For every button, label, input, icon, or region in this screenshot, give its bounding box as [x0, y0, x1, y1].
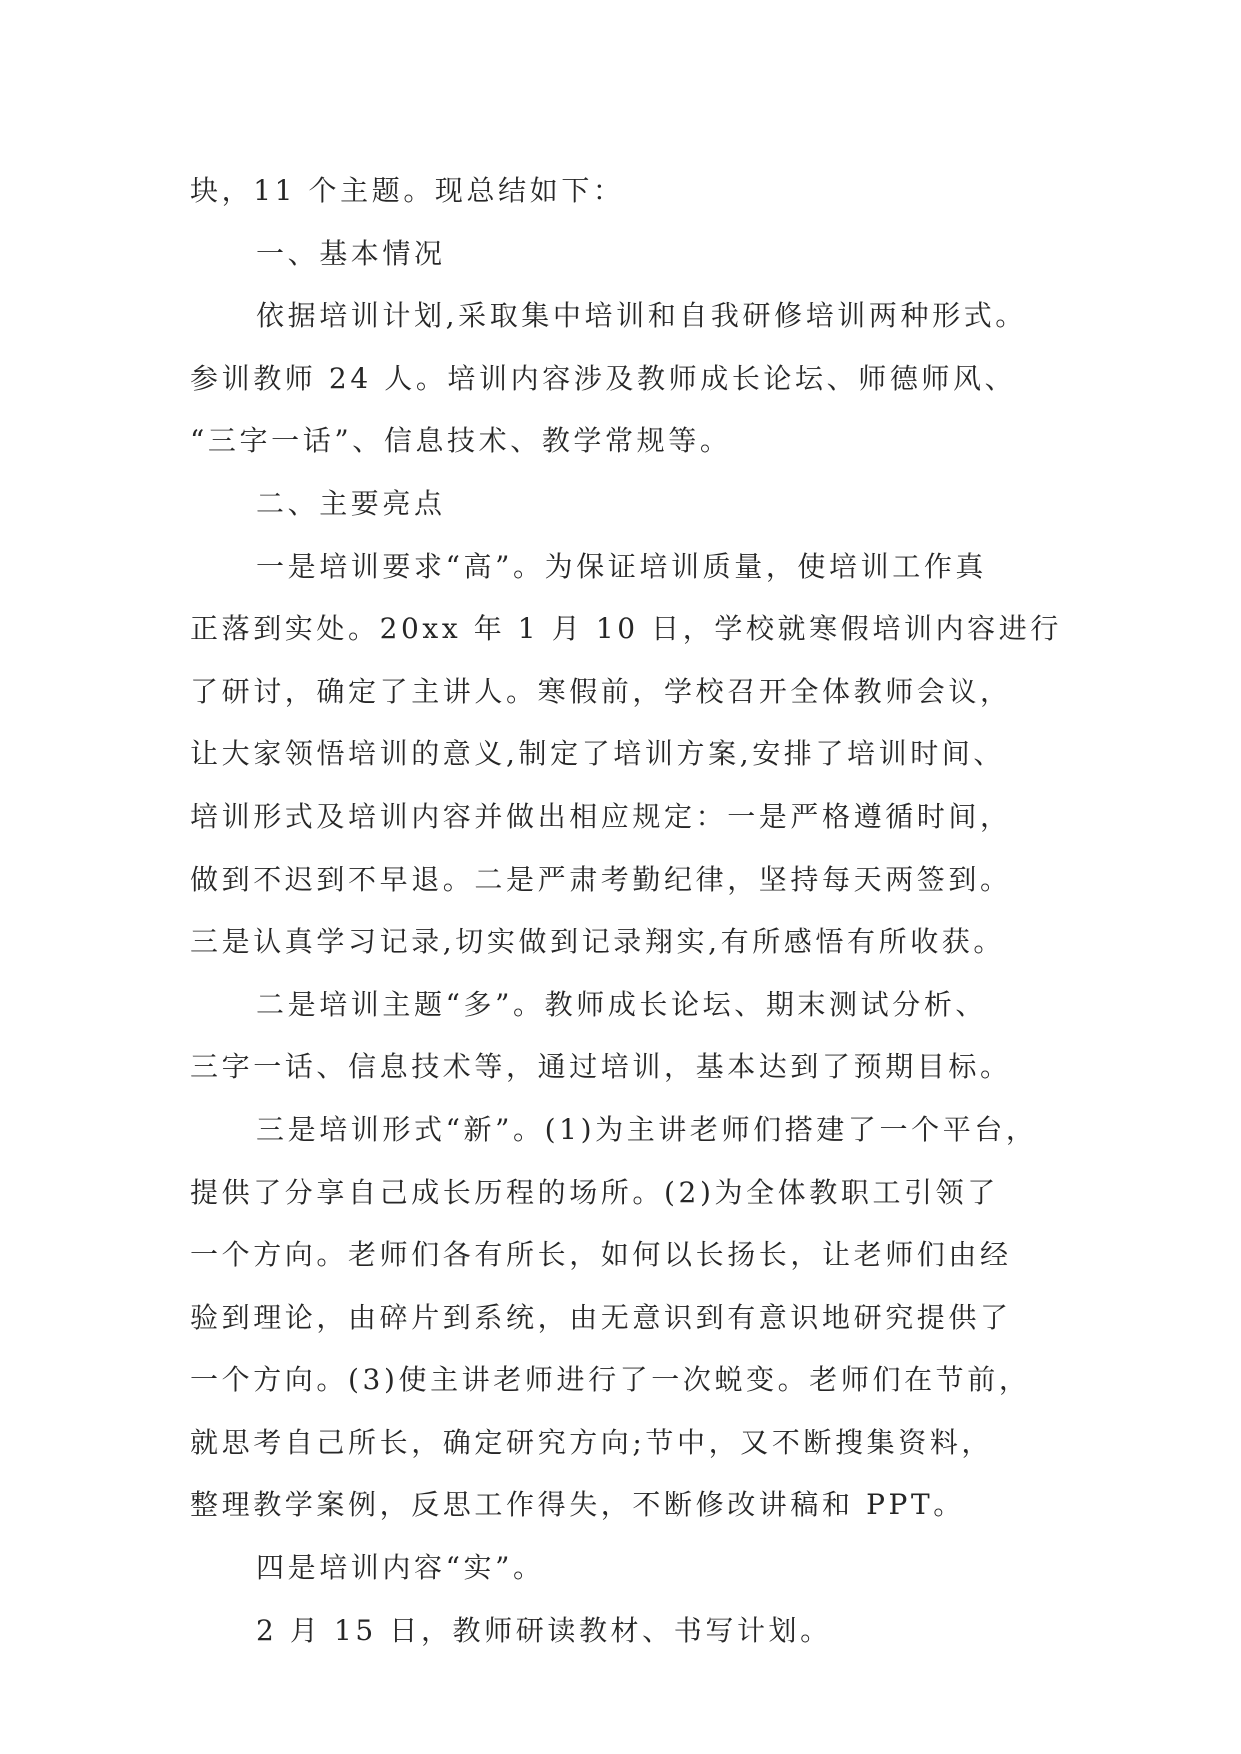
paragraph-line: 了研讨，确定了主讲人。寒假前，学校召开全体教师会议，: [190, 674, 1012, 708]
paragraph-line: 整理教学案例，反思工作得失，不断修改讲稿和 PPT。: [190, 1488, 965, 1522]
paragraph-line: 参训教师 24 人。培训内容涉及教师成长论坛、师德师风、: [190, 361, 1017, 395]
paragraph-line: 二是培训主题“多”。教师成长论坛、期末测试分析、: [256, 987, 988, 1021]
paragraph-line: 三是认真学习记录,切实做到记录翔实,有所感悟有所收获。: [190, 925, 1006, 959]
paragraph-line: 培训形式及培训内容并做出相应规定：一是严格遵循时间，: [190, 799, 1012, 833]
paragraph-line: 一个方向。(3)使主讲老师进行了一次蜕变。老师们在节前，: [190, 1363, 1031, 1397]
paragraph-line: 正落到实处。20xx 年 1 月 10 日，学校就寒假培训内容进行: [190, 612, 1062, 646]
paragraph-line: 让大家领悟培训的意义,制定了培训方案,安排了培训时间、: [190, 737, 1006, 771]
paragraph-line: 就思考自己所长，确定研究方向;节中，又不断搜集资料，: [190, 1425, 994, 1459]
paragraph-line: 提供了分享自己成长历程的场所。(2)为全体教职工引领了: [190, 1175, 999, 1209]
paragraph-line: 三字一话、信息技术等，通过培训，基本达到了预期目标。: [190, 1050, 1012, 1084]
paragraph-line: 依据培训计划,采取集中培训和自我研修培训两种形式。: [256, 299, 1027, 333]
paragraph-line: 做到不迟到不早退。二是严肃考勤纪律，坚持每天两签到。: [190, 862, 1012, 896]
section-heading-basic-situation: 一、基本情况: [256, 236, 446, 270]
document-body: [190, 160, 1090, 1662]
paragraph-line: 2 月 15 日，教师研读教材、书写计划。: [256, 1613, 832, 1647]
paragraph-line: 验到理论，由碎片到系统，由无意识到有意识地研究提供了: [190, 1300, 1012, 1334]
paragraph-line: 四是培训内容“实”。: [256, 1551, 545, 1585]
section-heading-highlights: 二、主要亮点: [256, 486, 446, 520]
paragraph-line: “三字一话”、信息技术、教学常规等。: [190, 424, 732, 458]
paragraph-line: 三是培训形式“新”。(1)为主讲老师们搭建了一个平台，: [256, 1112, 1038, 1146]
paragraph-line: 一是培训要求“高”。为保证培训质量，使培训工作真: [256, 549, 988, 583]
body-line: 块，11 个主题。现总结如下：: [190, 174, 625, 207]
paragraph-line: 一个方向。老师们各有所长，如何以长扬长，让老师们由经: [190, 1238, 1012, 1272]
